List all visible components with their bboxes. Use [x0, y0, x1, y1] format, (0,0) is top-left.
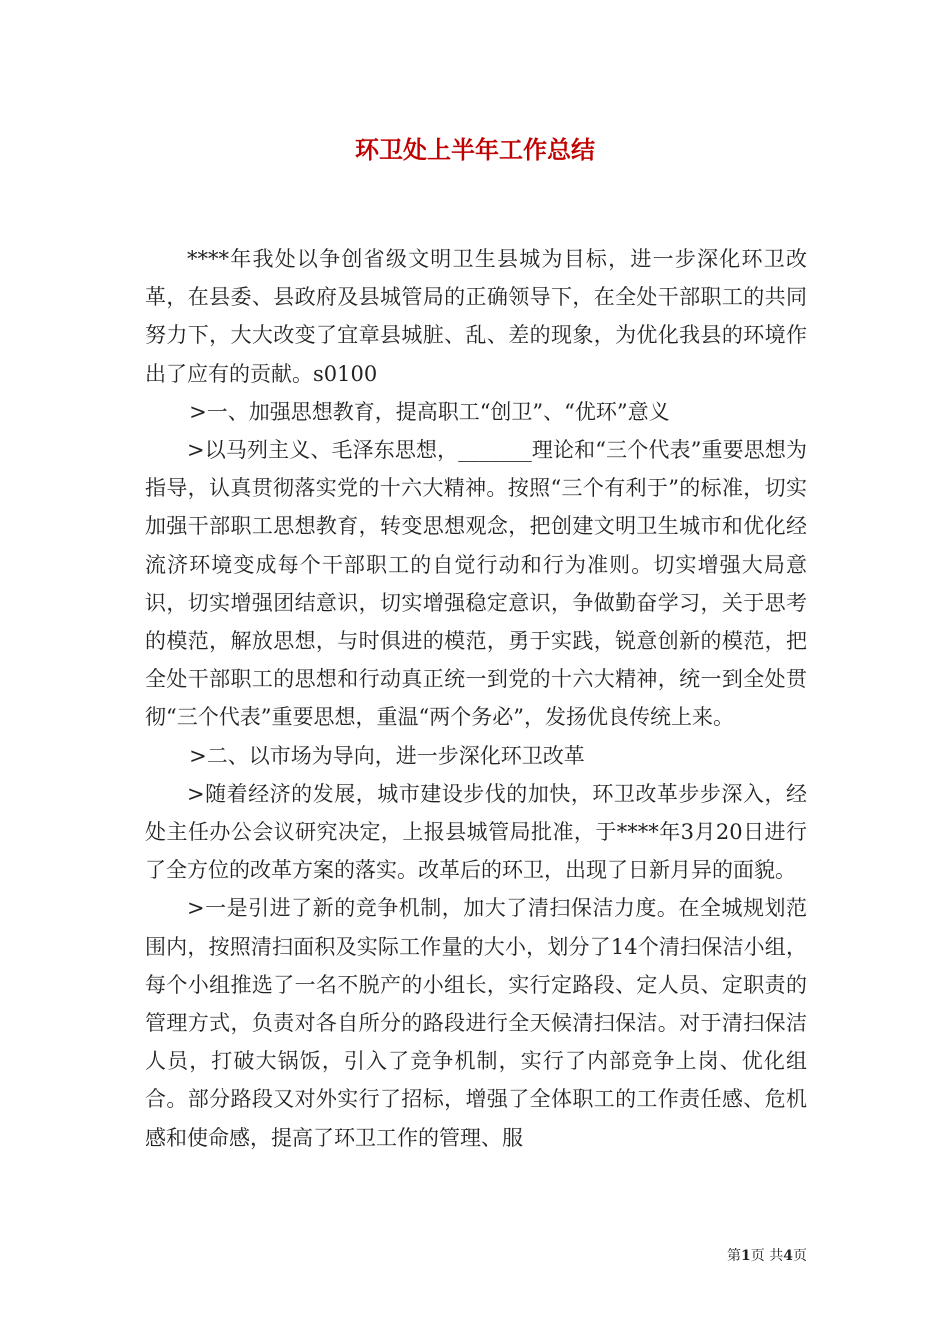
footer-middle: 页 共 — [750, 1248, 784, 1264]
total-page-number: 4 — [783, 1248, 793, 1264]
paragraph-intro: ****年我处以争创省级文明卫生县城为目标，进一步深化环卫改革，在县委、县政府及县城管局的正确领导下，在全处干部职工的共同努力下，大大改变了宜章县城脏、乱、差的现象，为优化我县的环境作出了应有的贡献。s0100 — [145, 247, 807, 386]
section-heading-2: >二、以市场为导向，进一步深化环卫改革 — [189, 743, 585, 768]
paragraph-ideology: >以马列主义、毛泽东思想，_______理论和“三个代表”重要思想为指导，认真贯彻落实党的十六大精神。按照“三个有利于”的标准，切实加强干部职工思想教育，转变思想观念，把创建文明卫生城市和优化经流济环境变成每个干部职工的自觉行动和行为准则。切实增强大局意识，切实增强团结意识，切实增强稳定意识，争做勤奋学习，关于思考的模范，解放思想，与时俱进的模范，勇于实践，锐意创新的模范，把全处干部职工的思想和行动真正统一到党的十六大精神，统一到全处贯彻“三个代表”重要思想，重温“两个务必”，发扬优良传统上来。 — [145, 438, 807, 730]
paragraph-competition: >一是引进了新的竞争机制，加大了清扫保洁力度。在全城规划范围内，按照清扫面积及实际工作量的大小，划分了14个清扫保洁小组，每个小组推选了一名不脱产的小组长，实行定路段、定人员、定职责的管理方式，负责对各自所分的路段进行全天候清扫保洁。对于清扫保洁人员，打破大锅饭，引入了竞争机制，实行了内部竞争上岗、优化组合。部分路段又对外实行了招标，增强了全体职工的工作责任感、危机感和使命感，提高了环卫工作的管理、服 — [145, 896, 807, 1150]
current-page-number: 1 — [741, 1248, 751, 1264]
footer-suffix: 页 — [793, 1248, 807, 1264]
footer-prefix: 第 — [727, 1248, 742, 1264]
section-heading-1: >一、加强思想教育，提高职工“创卫”、“优环”意义 — [189, 399, 670, 424]
page-number-footer — [700, 1246, 807, 1266]
document-title: 环卫处上半年工作总结 — [355, 136, 595, 164]
document-body — [145, 240, 807, 1157]
paragraph-reform: >随着经济的发展，城市建设步伐的加快，环卫改革步步深入，经处主任办公会议研究决定，上报县城管局批准，于****年3月20日进行了全方位的改革方案的落实。改革后的环卫，出现了日新月异的面貌。 — [145, 781, 807, 883]
